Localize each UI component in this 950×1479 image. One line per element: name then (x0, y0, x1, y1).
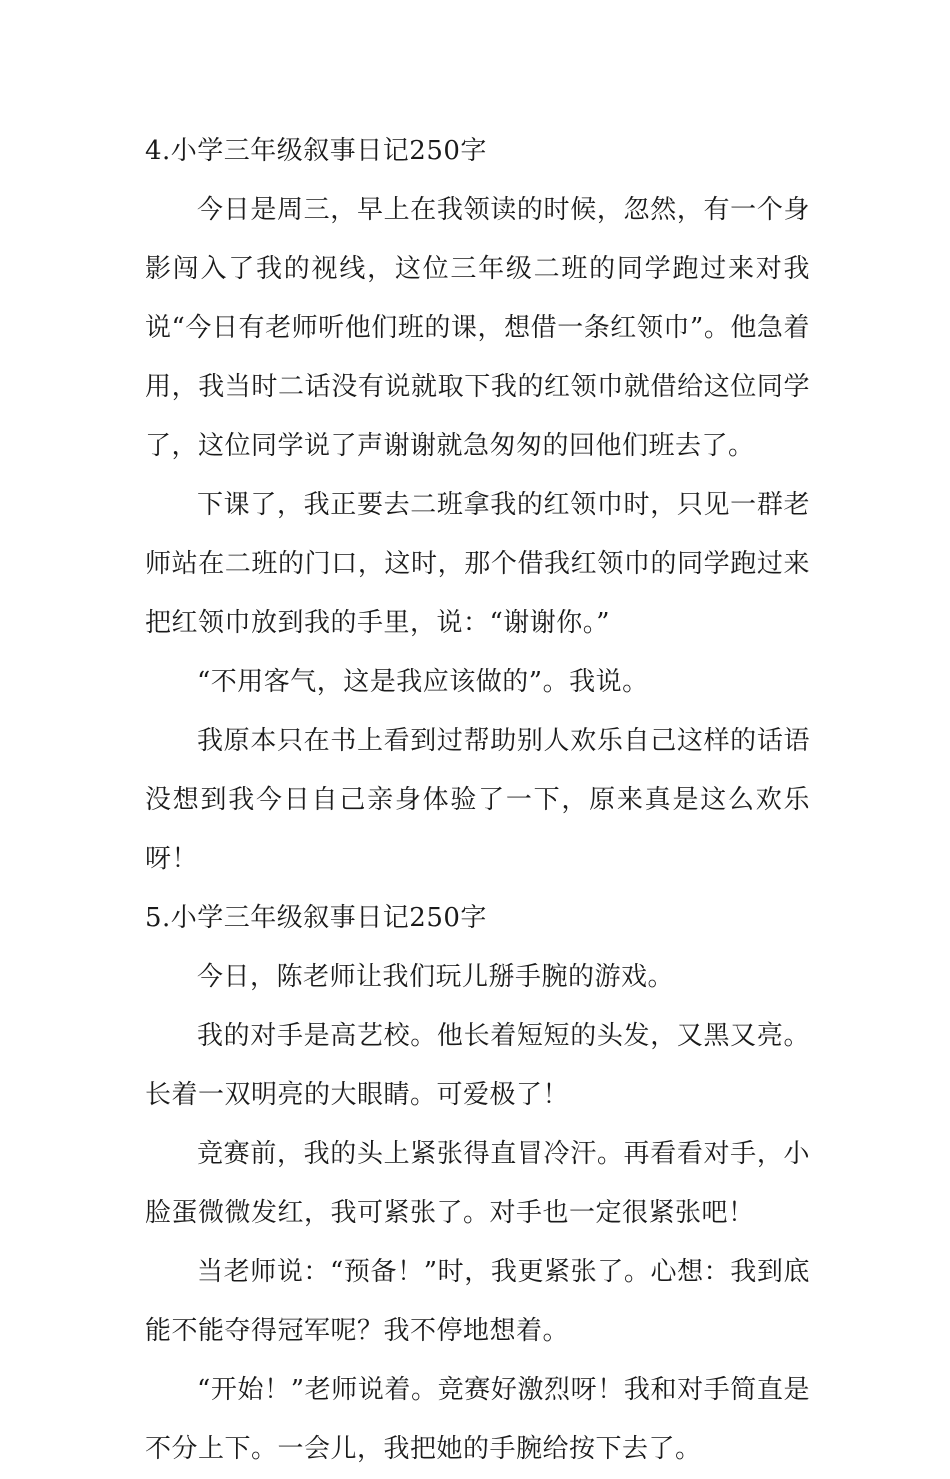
paragraph: 下课了，我正要去二班拿我的红领巾时，只见一群老师站在二班的门口，这时，那个借我红领巾的同学跑过来把红领巾放到我的手里，说：“谢谢你。” (145, 490, 810, 638)
section-heading-5: 5.小学三年级叙事日记250字 (145, 903, 487, 933)
paragraph: 我原本只在书上看到过帮助别人欢乐自己这样的话语没想到我今日自己亲身体验了一下，原来真是这么欢乐呀！ (145, 726, 810, 874)
paragraph: “开始！”老师说着。竞赛好激烈呀！我和对手简直是不分上下。一会儿，我把她的手腕给按下去了。 (145, 1375, 810, 1464)
diary-section-4 (145, 122, 810, 889)
paragraph: 我的对手是高艺校。他长着短短的头发，又黑又亮。长着一双明亮的大眼睛。可爱极了！ (145, 1021, 810, 1110)
document-body (145, 122, 810, 1479)
section-heading-4: 4.小学三年级叙事日记250字 (145, 136, 487, 166)
diary-section-5 (145, 889, 810, 1479)
paragraph: 竞赛前，我的头上紧张得直冒冷汗。再看看对手，小脸蛋微微发红，我可紧张了。对手也一定很紧张吧！ (145, 1139, 810, 1228)
paragraph: “不用客气，这是我应该做的”。我说。 (197, 667, 649, 697)
paragraph: 当老师说：“预备！”时，我更紧张了。心想：我到底能不能夺得冠军呢？我不停地想着。 (145, 1257, 810, 1346)
paragraph: 今日是周三，早上在我领读的时候，忽然，有一个身影闯入了我的视线，这位三年级二班的同学跑过来对我说“今日有老师听他们班的课，想借一条红领巾”。他急着用，我当时二话没有说就取下我的红领巾就借给这位同学了，这位同学说了声谢谢就急匆匆的回他们班去了。 (145, 195, 810, 461)
paragraph: 今日，陈老师让我们玩儿掰手腕的游戏。 (197, 962, 675, 992)
